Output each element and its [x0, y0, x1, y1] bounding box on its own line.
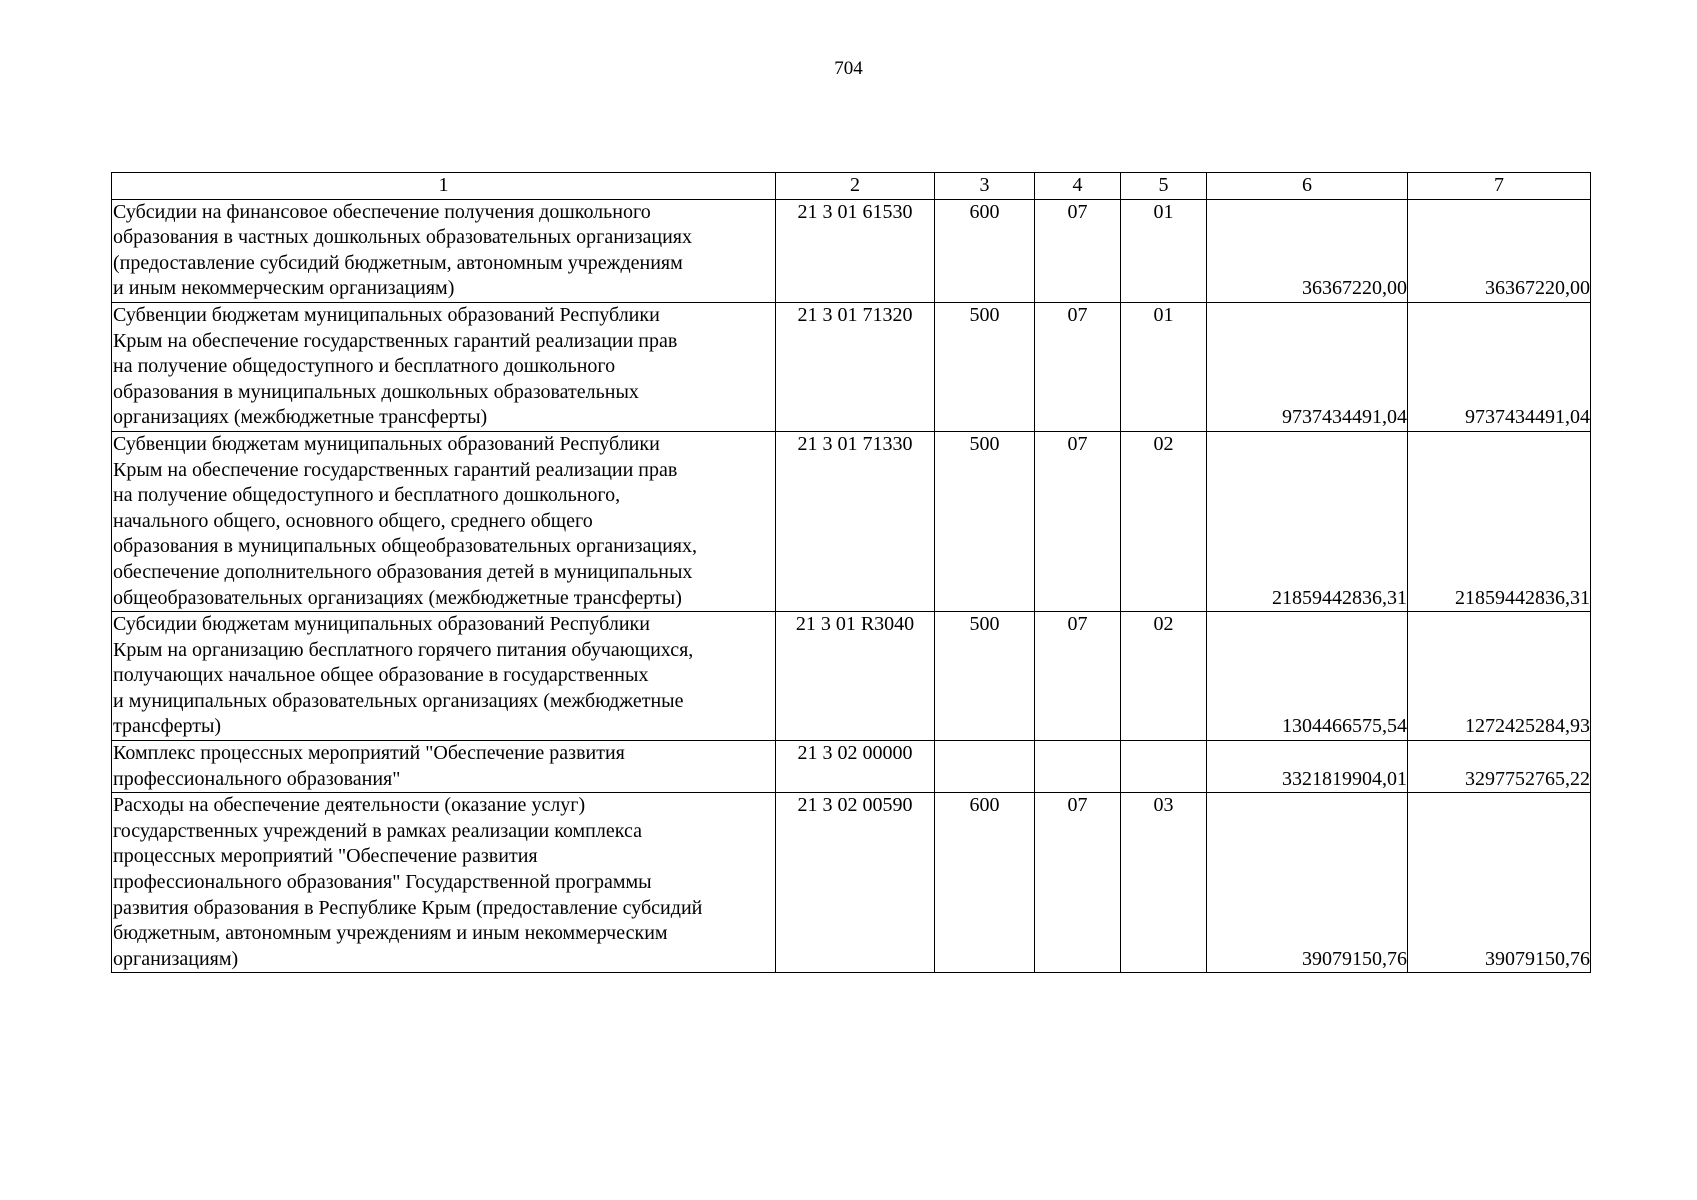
target-article-code-cell: 21 3 01 71320 — [776, 302, 935, 431]
section-cell: 07 — [1035, 793, 1121, 973]
expense-type-cell: 500 — [935, 302, 1035, 431]
table-row — [112, 302, 1591, 431]
table-row — [112, 199, 1591, 302]
expense-type-cell: 600 — [935, 199, 1035, 302]
column-header: 4 — [1035, 173, 1121, 200]
target-article-code-cell: 21 3 02 00590 — [776, 793, 935, 973]
subsection-cell: 03 — [1121, 793, 1207, 973]
expense-name-cell: Субвенции бюджетам муниципальных образований Республики Крым на обеспечение государственных гарантий реализации прав на получение общедоступного и бесплатного дошкольного образования в муниципальных дошкольных образовательных организациях (межбюджетные трансферты) — [112, 302, 776, 431]
subsection-cell: 02 — [1121, 431, 1207, 611]
column-header: 7 — [1408, 173, 1591, 200]
amount-year-2-cell: 21859442836,31 — [1408, 431, 1591, 611]
subsection-cell — [1121, 741, 1207, 793]
amount-year-2-cell: 3297752765,22 — [1408, 741, 1591, 793]
amount-year-1-cell: 21859442836,31 — [1207, 431, 1408, 611]
subsection-cell: 01 — [1121, 302, 1207, 431]
target-article-code-cell: 21 3 01 61530 — [776, 199, 935, 302]
expense-type-cell: 500 — [935, 612, 1035, 741]
amount-year-2-cell: 9737434491,04 — [1408, 302, 1591, 431]
column-header: 2 — [776, 173, 935, 200]
table-row — [112, 431, 1591, 611]
expense-name-cell: Субвенции бюджетам муниципальных образований Республики Крым на обеспечение государственных гарантий реализации прав на получение общедоступного и бесплатного дошкольного, начального общего, основного общего, среднего общего образования в муниципальных общеобразовательных организациях, обеспечение дополнительного образования детей в муниципальных общеобразовательных организациях (межбюджетные трансферты) — [112, 431, 776, 611]
table-row — [112, 741, 1591, 793]
amount-year-2-cell: 39079150,76 — [1408, 793, 1591, 973]
column-header: 1 — [112, 173, 776, 200]
section-cell: 07 — [1035, 612, 1121, 741]
column-header: 5 — [1121, 173, 1207, 200]
expense-type-cell: 600 — [935, 793, 1035, 973]
amount-year-1-cell: 1304466575,54 — [1207, 612, 1408, 741]
amount-year-1-cell: 3321819904,01 — [1207, 741, 1408, 793]
table-row — [112, 793, 1591, 973]
expense-name-cell: Расходы на обеспечение деятельности (оказание услуг) государственных учреждений в рамках реализации комплекса процессных мероприятий "Обеспечение развития профессионального образования" Государственной программы развития образования в Республике Крым (предоставление субсидий бюджетным, автономным учреждениям и иным некоммерческим организациям) — [112, 793, 776, 973]
section-cell — [1035, 741, 1121, 793]
expense-type-cell: 500 — [935, 431, 1035, 611]
target-article-code-cell: 21 3 01 71330 — [776, 431, 935, 611]
section-cell: 07 — [1035, 431, 1121, 611]
section-cell: 07 — [1035, 302, 1121, 431]
amount-year-1-cell: 36367220,00 — [1207, 199, 1408, 302]
amount-year-1-cell: 9737434491,04 — [1207, 302, 1408, 431]
column-header: 3 — [935, 173, 1035, 200]
budget-table — [111, 172, 1591, 973]
subsection-cell: 01 — [1121, 199, 1207, 302]
section-cell: 07 — [1035, 199, 1121, 302]
expense-name-cell: Комплекс процессных мероприятий "Обеспечение развития профессионального образования" — [112, 741, 776, 793]
table-row — [112, 612, 1591, 741]
table-header-row — [112, 173, 1591, 200]
column-header: 6 — [1207, 173, 1408, 200]
subsection-cell: 02 — [1121, 612, 1207, 741]
expense-name-cell: Субсидии бюджетам муниципальных образований Республики Крым на организацию бесплатного горячего питания обучающихся, получающих начальное общее образование в государственных и муниципальных образовательных организациях (межбюджетные трансферты) — [112, 612, 776, 741]
page-number: 704 — [834, 58, 863, 79]
amount-year-2-cell: 36367220,00 — [1408, 199, 1591, 302]
target-article-code-cell: 21 3 02 00000 — [776, 741, 935, 793]
target-article-code-cell: 21 3 01 R3040 — [776, 612, 935, 741]
amount-year-1-cell: 39079150,76 — [1207, 793, 1408, 973]
expense-name-cell: Субсидии на финансовое обеспечение получения дошкольного образования в частных дошкольных образовательных организациях (предоставление субсидий бюджетным, автономным учреждениям и иным некоммерческим организациям) — [112, 199, 776, 302]
amount-year-2-cell: 1272425284,93 — [1408, 612, 1591, 741]
expense-type-cell — [935, 741, 1035, 793]
